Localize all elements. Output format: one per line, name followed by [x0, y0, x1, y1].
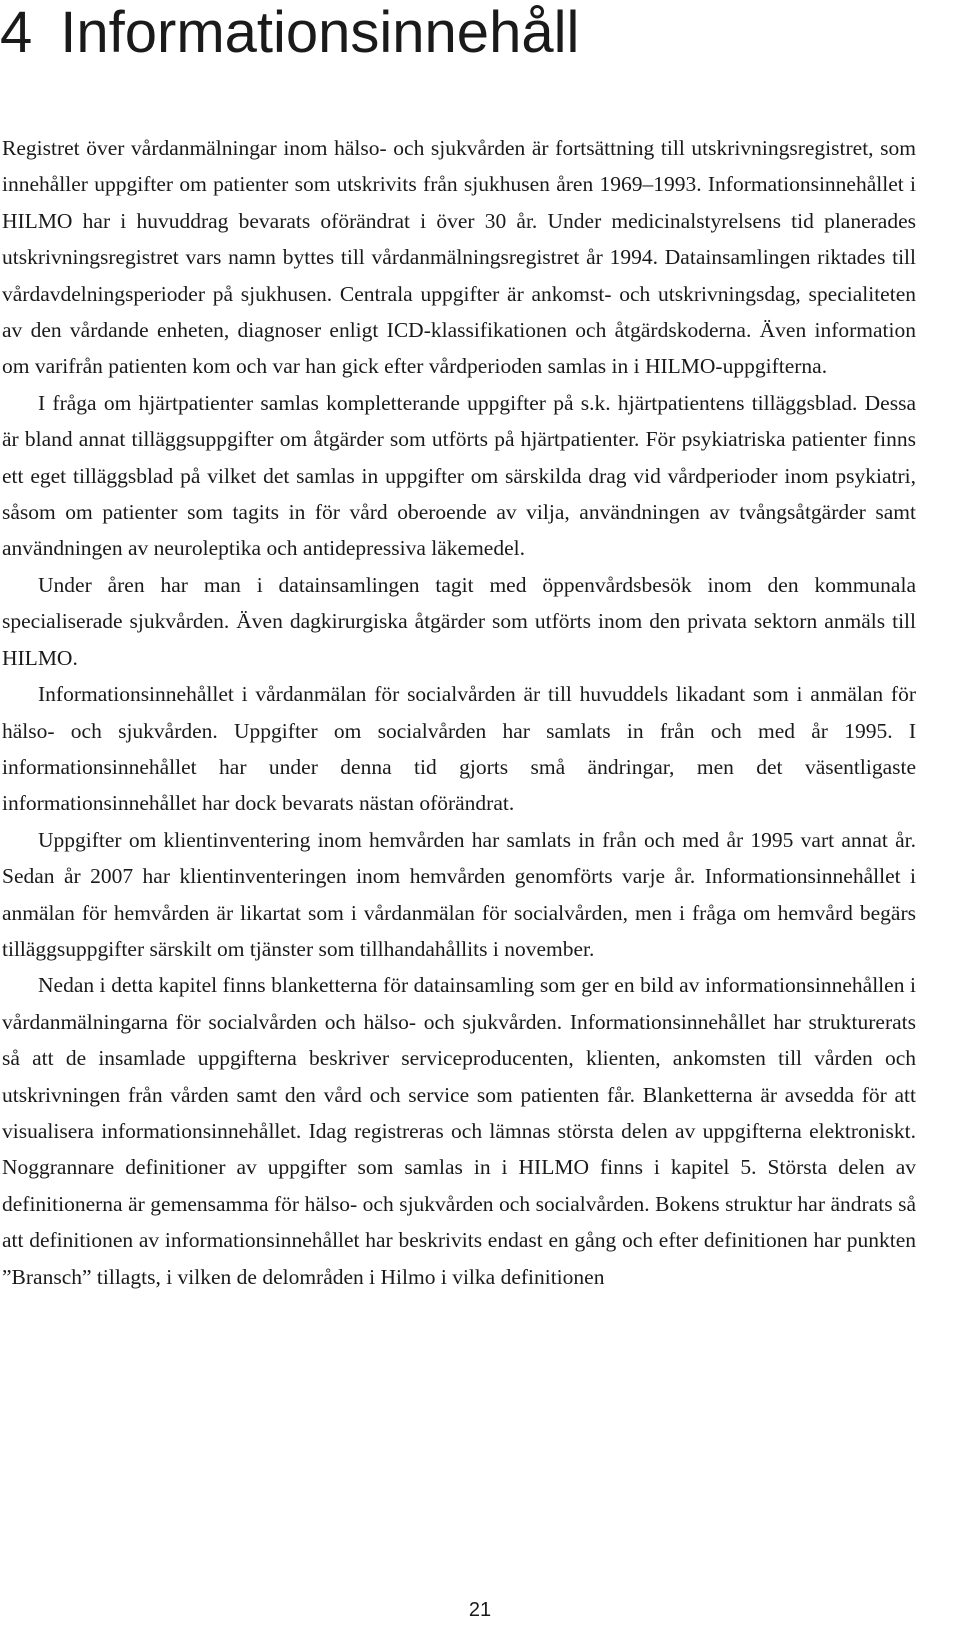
- paragraph-3: Under åren har man i datainsamlingen tagit med öppenvårdsbesök inom den kommunala specialiserade sjukvården. Även dagkirurgiska åtgärder som utförts inom den privata sektorn anmäls till HILMO.: [2, 572, 916, 670]
- chapter-number: 4: [0, 0, 33, 65]
- paragraph-1: Registret över vårdanmälningar inom hälso- och sjukvården är fortsättning till utskrivningsregistret, som innehåller uppgifter om patienter som utskrivits från sjukhusen åren 1969–1993. Informationsinnehållet i HILMO har i huvuddrag bevarats oförändrat i över 30 år. Under medicinalstyrelsens tid planerades utskrivningsregistret vars namn byttes till vårdanmälningsregistret år 1994. Datainsamlingen riktades till vårdavdelningsperioder på sjukhusen. Centrala uppgifter är ankomst- och utskrivningsdag, specialiteten av den vårdande enheten, diagnoser enligt ICD-klassifikationen och åtgärdskoderna. Även information om varifrån patienten kom och var han gick efter vårdperioden samlas in i HILMO-uppgifterna.: [2, 136, 916, 379]
- paragraph-2: I fråga om hjärtpatienter samlas kompletterande uppgifter på s.k. hjärtpatientens tilläggsblad. Dessa är bland annat tilläggsuppgifter om åtgärder som utförts på hjärtpatienter. För psykiatriska patienter finns ett eget tilläggsblad på vilket det samlas in uppgifter om särskilda drag vid vårdperioder inom psykiatri, såsom om patienter som tagits in för vård oberoende av vilja, användningen av tvångsåtgärder samt användningen av neuroleptika och antidepressiva läkemedel.: [2, 390, 916, 561]
- paragraph-6: Nedan i detta kapitel finns blanketterna för datainsamling som ger en bild av informationsinnehållen i vårdanmälningarna för socialvården och hälso- och sjukvården. Informationsinnehållet har strukturerats så att de insamlade uppgifterna beskriver serviceproducenten, klienten, ankomsten till vården och utskrivningen från vården samt den vård och service som patienten får. Blanketterna är avsedda för att visualisera informationsinnehållet. Idag registreras och lämnas största delen av uppgifterna elektroniskt. Noggrannare definitioner av uppgifter som samlas in i HILMO finns i kapitel 5. Största delen av definitionerna är gemensamma för hälso- och sjukvården och socialvården. Bokens struktur har ändrats så att definitionen av informationsinnehållet har beskrivits endast en gång och efter definitionen har punkten ”Bransch” tillagts, i vilken de delområden i Hilmo i vilka definitionen: [2, 973, 916, 1289]
- paragraph-4: Informationsinnehållet i vårdanmälan för socialvården är till huvuddels likadant som i anmälan för hälso- och sjukvården. Uppgifter om socialvården har samlats in från och med år 1995. I informationsinnehållet har under denna tid gjorts små ändringar, men det väsentligaste informationsinnehållet har dock bevarats nästan oförändrat.: [2, 682, 916, 816]
- paragraph-5: Uppgifter om klientinventering inom hemvården har samlats in från och med år 1995 vart annat år. Sedan år 2007 har klientinventeringen inom hemvården genomförts varje år. Informationsinnehållet i anmälan för hemvården är likartat som i vårdanmälan för socialvården, men i fråga om hemvård begärs tilläggsuppgifter särskilt om tjänster som tillhandahållits i november.: [2, 827, 916, 961]
- chapter-heading: [0, 0, 579, 66]
- chapter-body: [2, 130, 916, 1295]
- chapter-title: Informationsinnehåll: [60, 0, 580, 65]
- page-number: 21: [468, 1599, 492, 1621]
